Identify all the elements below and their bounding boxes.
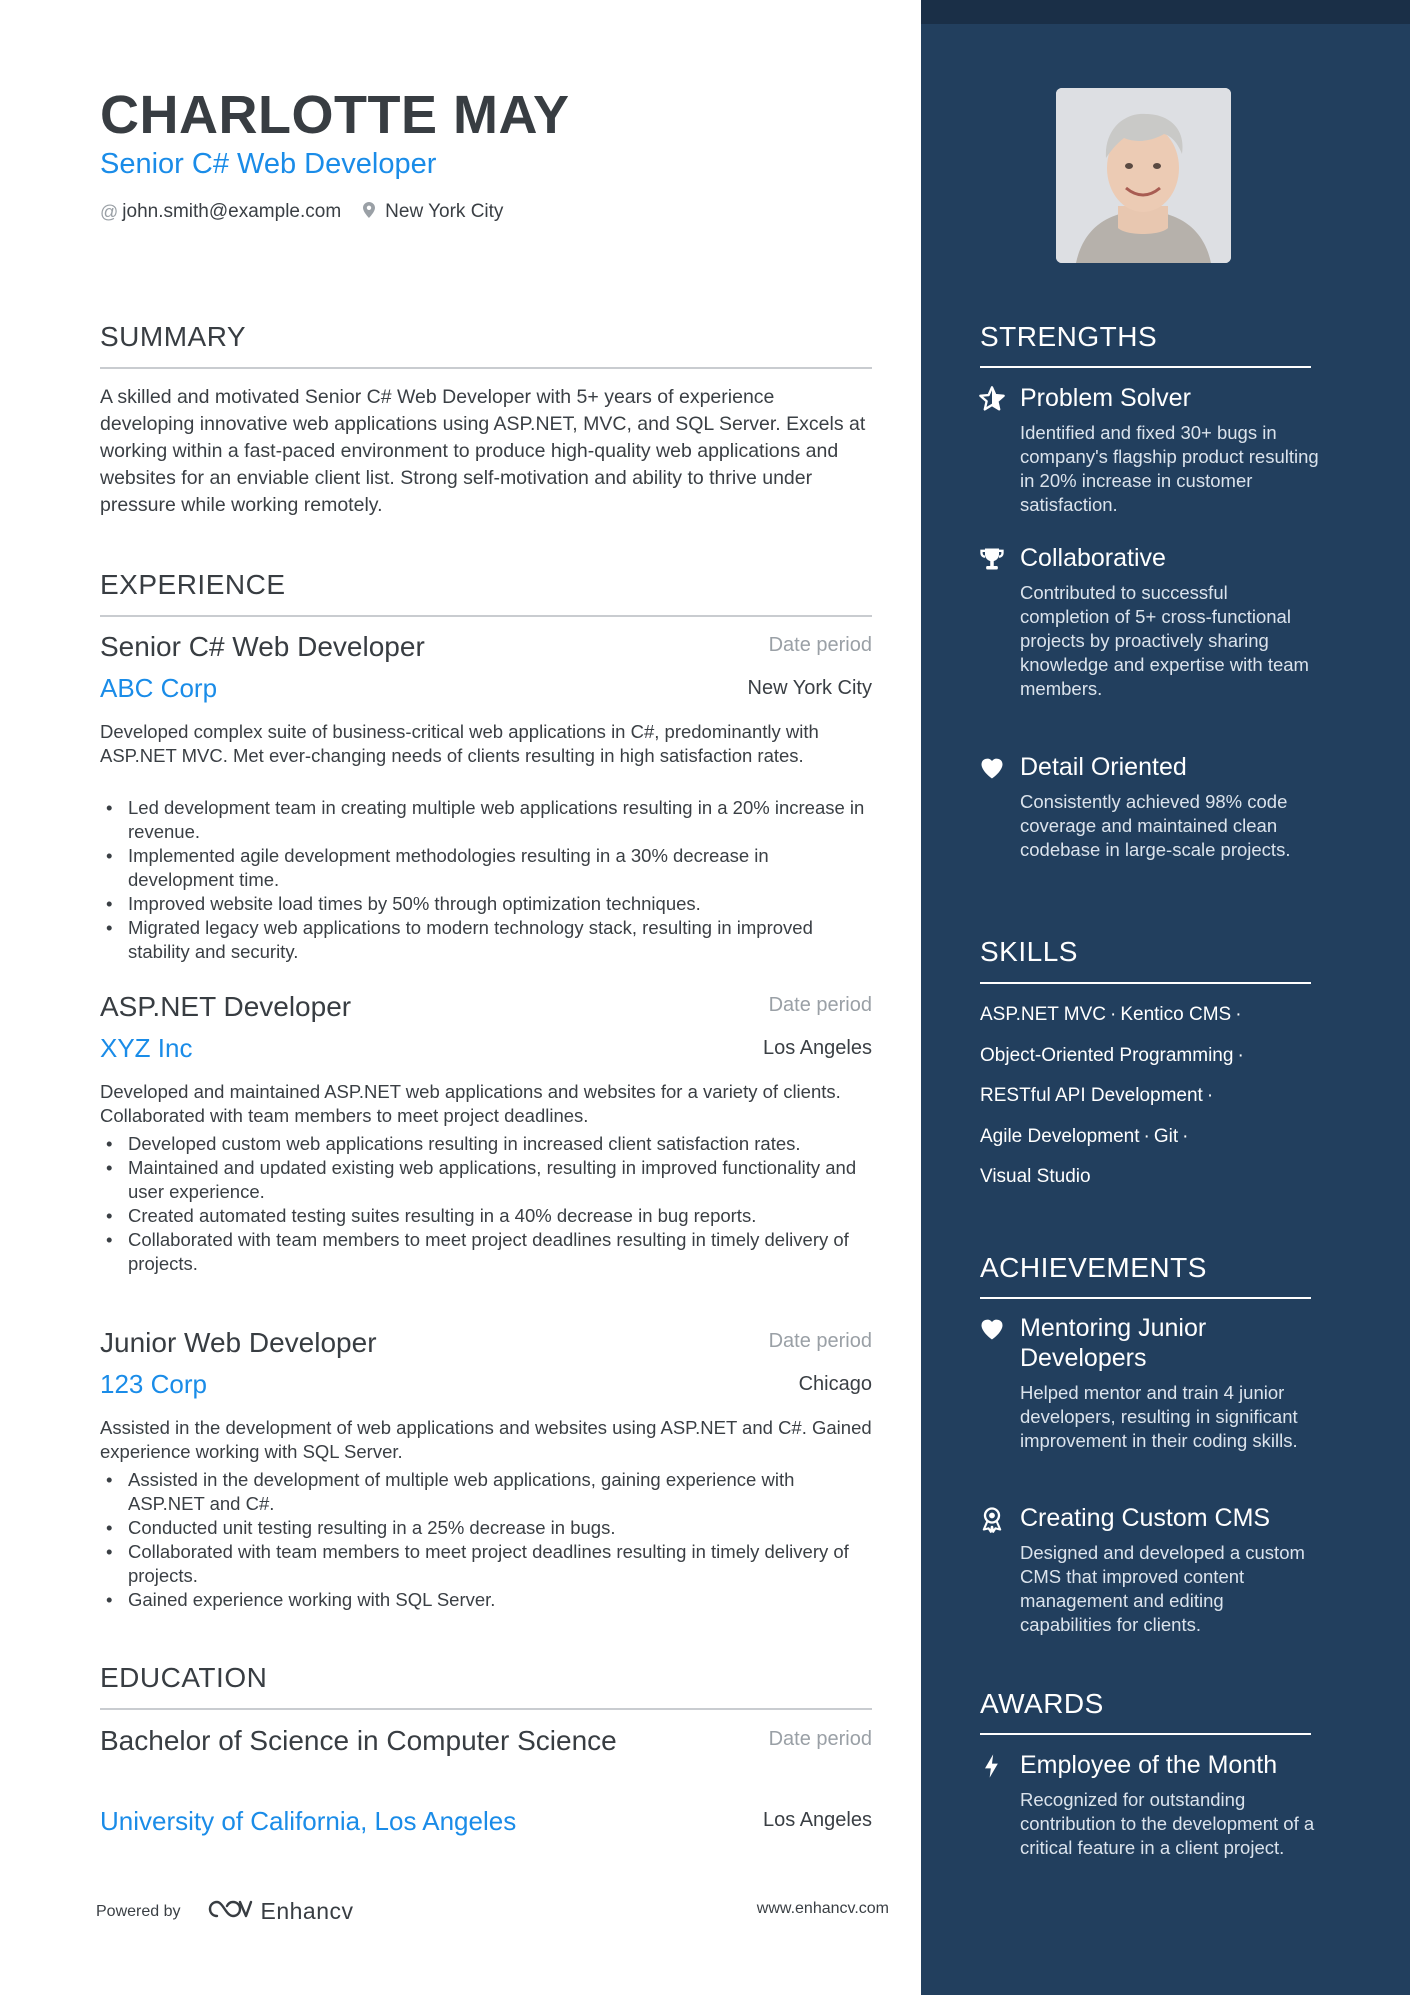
- experience-divider: [100, 615, 872, 617]
- award-title: Employee of the Month: [1020, 1751, 1278, 1779]
- education-date: Date period: [768, 1728, 872, 1750]
- list-item: • Improved website load times by 50% through optimization techniques.: [100, 892, 872, 916]
- list-item: • Led development team in creating multiple web applications resulting in a 20% increase in revenue.: [100, 796, 872, 844]
- achievement-title: Creating Custom CMS: [1020, 1504, 1271, 1532]
- achievements-divider: [980, 1297, 1311, 1299]
- job-date: Date period: [768, 994, 872, 1016]
- strength-title: Problem Solver: [1020, 384, 1191, 412]
- enhancv-brand[interactable]: Enhancv: [260, 1898, 354, 1924]
- skill-tag: Object-Oriented Programming: [980, 1044, 1234, 1066]
- education-heading: EDUCATION: [100, 1662, 268, 1693]
- skill-tag: RESTful API Development: [980, 1085, 1203, 1106]
- job-date: Date period: [768, 634, 872, 656]
- job-company: ABC Corp: [100, 673, 218, 703]
- summary-text: A skilled and motivated Senior C# Web Developer with 5+ years of experience developing innovative web applications using ASP.NET, MVC, and SQL Server. Excels at working within a fast-paced environment to produce high-quality web applications and websites for an enviable client list. Strong self-motivation and ability to thrive under pressure while working remotely.: [100, 386, 866, 516]
- heart-icon: [978, 1315, 1006, 1343]
- strengths-heading: STRENGTHS: [980, 321, 1158, 352]
- skills-heading: SKILLS: [980, 936, 1078, 967]
- job-description: Assisted in the development of web applications and websites using ASP.NET and C#. Gained experience working with SQL Server.: [100, 1417, 872, 1462]
- skill-tag: Agile Development: [980, 1125, 1140, 1147]
- strength-description: Consistently achieved 98% code coverage and maintained clean codebase in large-scale projects.: [1020, 791, 1291, 860]
- award-description: Recognized for outstanding contribution to the development of a critical feature in a client project.: [1020, 1789, 1315, 1858]
- strength-title: Collaborative: [1020, 544, 1166, 572]
- bolt-icon: [978, 1752, 1006, 1780]
- job-company: XYZ Inc: [100, 1033, 193, 1063]
- skills-list: ASP.NET MVC · Kentico CMS · Object-Oriented Programming · RESTful API Development · Agile Development · Git · Visual Studio: [980, 1004, 1244, 1187]
- job-bullets: [100, 796, 872, 964]
- list-item: • Migrated legacy web applications to modern technology stack, resulting in improved stability and security.: [100, 916, 872, 964]
- list-item: • Maintained and updated existing web applications, resulting in improved functionality and user experience.: [100, 1156, 872, 1204]
- sidebar-top-bar: [921, 0, 1410, 24]
- skill-tag: Visual Studio: [980, 1166, 1091, 1187]
- achievement-description: Designed and developed a custom CMS that improved content management and editing capabilities for clients.: [1020, 1542, 1305, 1635]
- degree-title: Bachelor of Science in Computer Science: [100, 1725, 617, 1756]
- job-description: Developed and maintained ASP.NET web applications and websites for a variety of clients. Collaborated with team members to meet project deadlines.: [100, 1081, 841, 1126]
- experience-heading: EXPERIENCE: [100, 569, 286, 600]
- job-date: Date period: [768, 1330, 872, 1352]
- achievement-title: Mentoring Junior Developers: [1020, 1314, 1207, 1372]
- job-title: ASP.NET Developer: [100, 991, 352, 1022]
- heart-icon: [978, 754, 1006, 782]
- candidate-role: Senior C# Web Developer: [100, 148, 437, 180]
- achievement-description: Helped mentor and train 4 junior developers, resulting in significant improvement in their coding skills.: [1020, 1382, 1298, 1451]
- summary-divider: [100, 367, 872, 369]
- job-title: Junior Web Developer: [100, 1327, 377, 1358]
- education-divider: [100, 1708, 872, 1710]
- job-company: 123 Corp: [100, 1369, 207, 1399]
- footer-url[interactable]: www.enhancv.com: [756, 1900, 889, 1917]
- list-item: • Developed custom web applications resulting in increased client satisfaction rates.: [100, 1132, 872, 1156]
- school-name: University of California, Los Angeles: [100, 1806, 517, 1836]
- skill-tag: Kentico CMS: [1120, 1004, 1232, 1025]
- sidebar: [921, 0, 1410, 1995]
- at-icon: @: [100, 201, 119, 222]
- list-item: • Created automated testing suites resulting in a 40% decrease in bug reports.: [100, 1204, 872, 1228]
- awards-heading: AWARDS: [980, 1688, 1104, 1719]
- skill-tag: Git: [1153, 1125, 1179, 1147]
- powered-by: [96, 1898, 354, 1925]
- list-item: • Conducted unit testing resulting in a 25% decrease in bugs.: [100, 1516, 872, 1540]
- skills-divider: [980, 982, 1311, 984]
- job-description: Developed complex suite of business-critical web applications in C#, predominantly with ASP.NET MVC. Met ever-changing needs of clients resulting in high satisfaction rates.: [100, 721, 819, 766]
- list-item: • Implemented agile development methodologies resulting in a 30% decrease in development time.: [100, 844, 872, 892]
- award-icon: [978, 1505, 1006, 1533]
- star-icon: [978, 385, 1006, 413]
- list-item: • Assisted in the development of multiple web applications, gaining experience with ASP.NET and C#.: [100, 1468, 872, 1516]
- strength-title: Detail Oriented: [1020, 753, 1187, 781]
- job-bullets: [100, 1468, 872, 1612]
- strengths-divider: [980, 366, 1311, 368]
- enhancv-logo-icon: [207, 1898, 253, 1925]
- job-bullets: [100, 1132, 872, 1276]
- profile-photo: [1056, 88, 1231, 263]
- list-item: • Gained experience working with SQL Server.: [100, 1588, 872, 1612]
- email-link[interactable]: john.smith@example.com: [122, 201, 342, 222]
- job-location: New York City: [747, 677, 872, 699]
- strength-description: Contributed to successful completion of 5+ cross-functional projects by proactively sharing knowledge and expertise with team members.: [1020, 582, 1309, 699]
- powered-by-label: Powered by: [96, 1902, 181, 1920]
- summary-heading: SUMMARY: [100, 321, 247, 352]
- awards-divider: [980, 1733, 1311, 1735]
- job-title: Senior C# Web Developer: [100, 631, 425, 662]
- school-location: Los Angeles: [763, 1809, 872, 1831]
- skill-tag: ASP.NET MVC: [980, 1004, 1107, 1025]
- list-item: • Collaborated with team members to meet project deadlines resulting in timely delivery of projects.: [100, 1228, 872, 1276]
- trophy-icon: [978, 545, 1006, 573]
- strength-description: Identified and fixed 30+ bugs in company's flagship product resulting in 20% increase in customer satisfaction.: [1020, 422, 1319, 515]
- contact-line: [100, 201, 503, 223]
- job-location: Los Angeles: [763, 1037, 872, 1059]
- achievements-heading: ACHIEVEMENTS: [980, 1252, 1207, 1283]
- list-item: • Collaborated with team members to meet project deadlines resulting in timely delivery of projects.: [100, 1540, 872, 1588]
- location-text: New York City: [385, 201, 504, 222]
- job-location: Chicago: [798, 1373, 872, 1395]
- location-pin-icon: [363, 202, 375, 223]
- candidate-name: CHARLOTTE MAY: [100, 85, 570, 145]
